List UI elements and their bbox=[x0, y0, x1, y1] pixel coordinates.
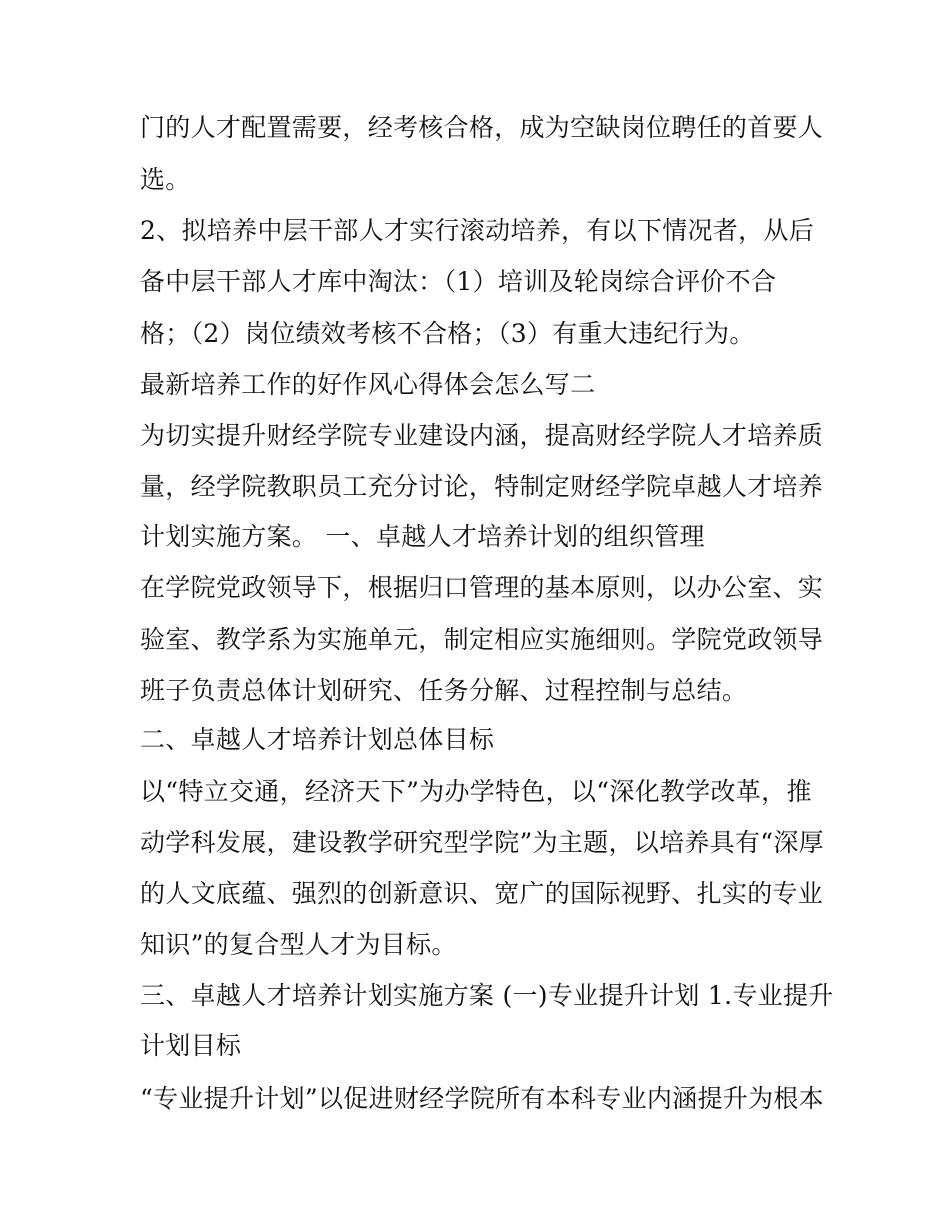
text-line: 动学科发展，建设教学研究型学院”为主题，以培养具有“深厚 bbox=[140, 828, 824, 857]
section-heading: 最新培养工作的好作风心得体会怎么写二 bbox=[140, 370, 596, 399]
text-line: 2、拟培养中层干部人才实行滚动培养，有以下情况者，从后 bbox=[140, 216, 815, 245]
text-line: 验室、教学系为实施单元，制定相应实施细则。学院党政领导 bbox=[140, 625, 824, 654]
text-line: 知识”的复合型人才为目标。 bbox=[140, 930, 457, 959]
text-line: 格；（2）岗位绩效考核不合格；（3）有重大违纪行为。 bbox=[140, 319, 755, 348]
text-line: 门的人才配置需要，经考核合格，成为空缺岗位聘任的首要人 bbox=[140, 113, 824, 142]
text-line: 的人文底蕴、强烈的创新意识、宽广的国际视野、扎实的专业 bbox=[140, 879, 824, 908]
text-line: 计划目标 bbox=[140, 1031, 242, 1060]
text-line: “专业提升计划”以促进财经学院所有本科专业内涵提升为根本 bbox=[140, 1084, 824, 1113]
text-line: 备中层干部人才库中淘汰：（1）培训及轮岗综合评价不合 bbox=[140, 267, 777, 296]
section-heading: 二、卓越人才培养计划总体目标 bbox=[140, 725, 495, 754]
section-heading: 三、卓越人才培养计划实施方案 (一)专业提升计划 1.专业提升 bbox=[140, 981, 834, 1010]
text-line: 班子负责总体计划研究、任务分解、过程控制与总结。 bbox=[140, 676, 748, 705]
text-line: 选。 bbox=[140, 165, 191, 194]
text-line: 以“特立交通，经济天下”为办学特色，以“深化教学改革，推 bbox=[140, 777, 812, 806]
text-line: 在学院党政领导下，根据归口管理的基本原则，以办公室、实 bbox=[140, 573, 824, 602]
text-line: 为切实提升财经学院专业建设内涵，提高财经学院人才培养质 bbox=[140, 421, 824, 450]
text-line: 计划实施方案。 一、卓越人才培养计划的组织管理 bbox=[140, 522, 705, 551]
text-line: 量，经学院教职员工充分讨论，特制定财经学院卓越人才培养 bbox=[140, 472, 824, 501]
